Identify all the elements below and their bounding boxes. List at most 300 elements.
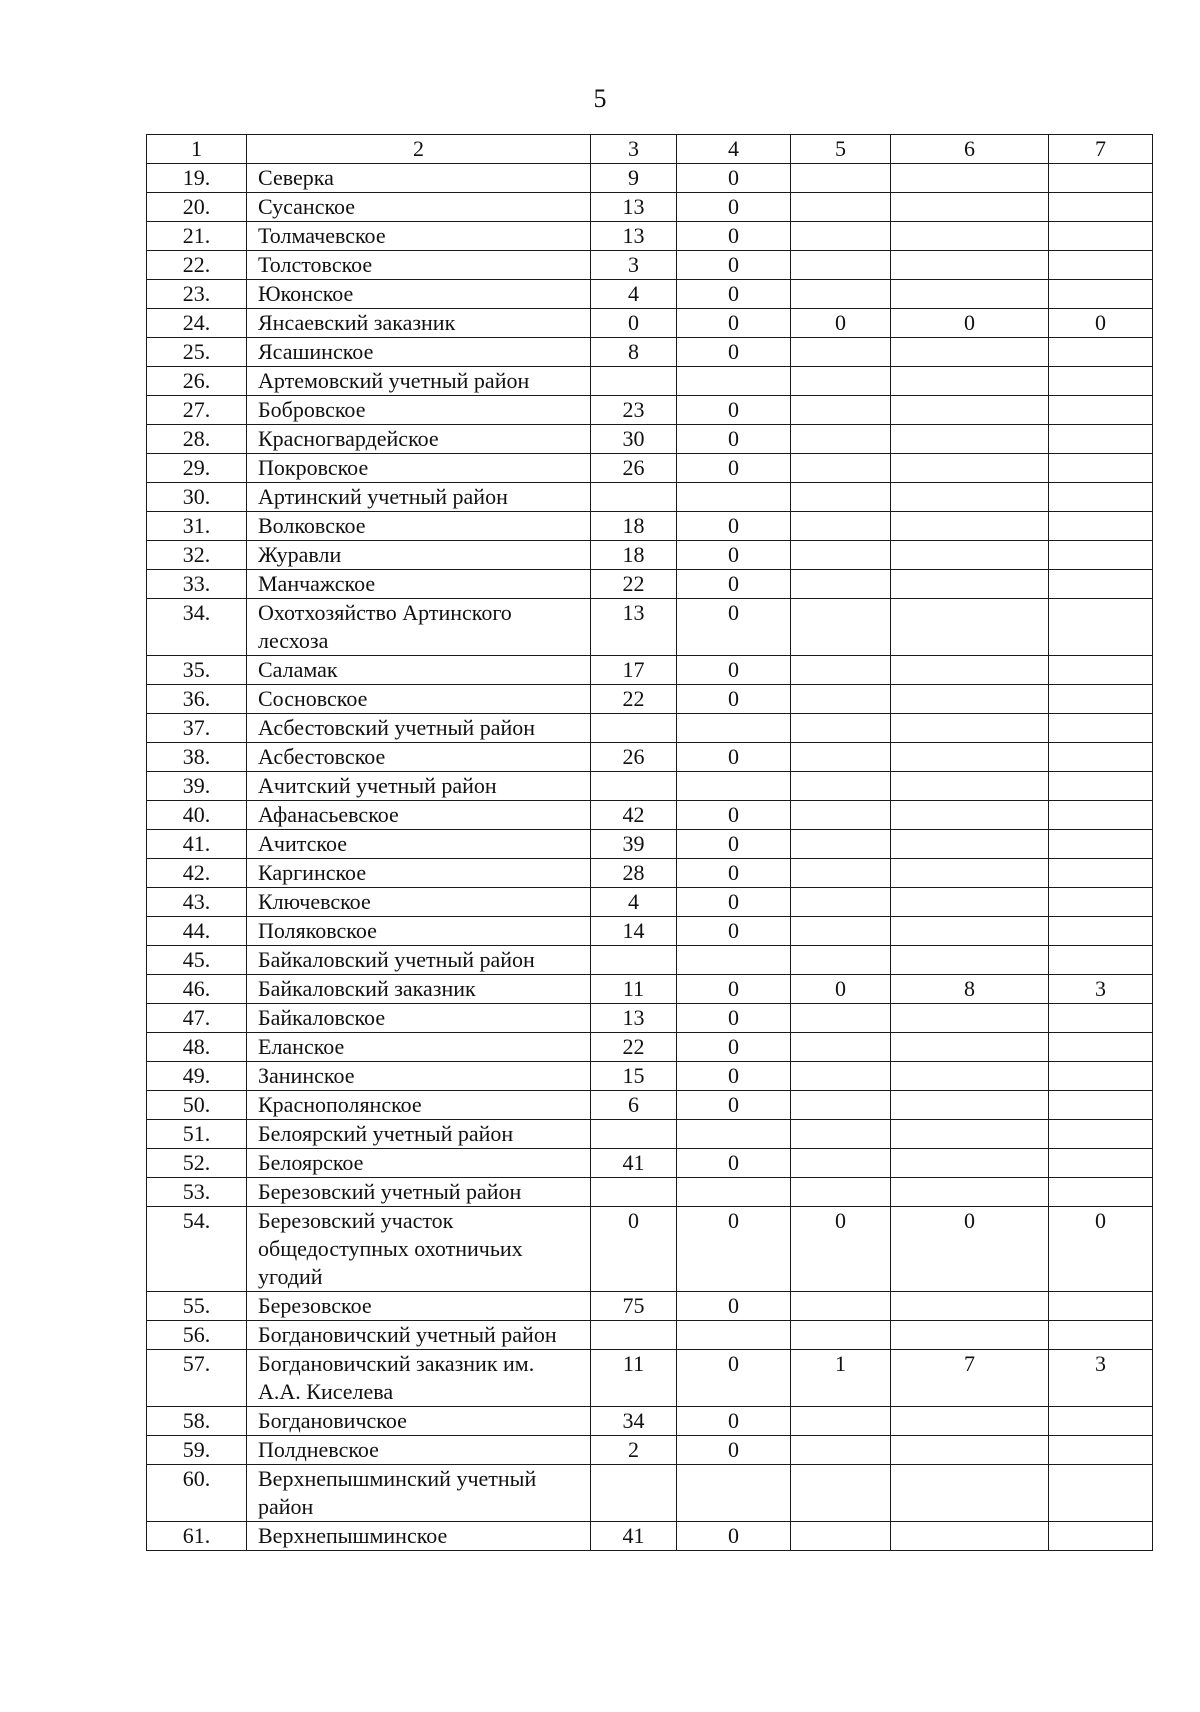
row-number-cell: 22. (147, 251, 247, 280)
col4-value-cell: 0 (677, 338, 791, 367)
col5-value-cell (791, 656, 891, 685)
col6-value-cell (891, 1149, 1049, 1178)
column-header: 4 (677, 135, 791, 164)
col4-value-cell (677, 483, 791, 512)
col7-value-cell (1049, 570, 1153, 599)
col3-value-cell: 15 (591, 1062, 677, 1091)
col6-value-cell (891, 338, 1049, 367)
row-number-cell: 52. (147, 1149, 247, 1178)
col7-value-cell (1049, 1465, 1153, 1522)
col5-value-cell (791, 222, 891, 251)
table-row (147, 251, 1153, 280)
col3-value-cell: 26 (591, 743, 677, 772)
table-row (147, 1207, 1153, 1292)
col4-value-cell: 0 (677, 251, 791, 280)
col6-value-cell: 7 (891, 1350, 1049, 1407)
col4-value-cell: 0 (677, 309, 791, 338)
col5-value-cell (791, 280, 891, 309)
row-number-cell: 45. (147, 946, 247, 975)
row-number-cell: 32. (147, 541, 247, 570)
col3-value-cell: 22 (591, 1033, 677, 1062)
col5-value-cell (791, 743, 891, 772)
col5-value-cell (791, 1407, 891, 1436)
col5-value-cell (791, 164, 891, 193)
col7-value-cell (1049, 1091, 1153, 1120)
col5-value-cell (791, 1292, 891, 1321)
col3-value-cell: 6 (591, 1091, 677, 1120)
col4-value-cell: 0 (677, 570, 791, 599)
col5-value-cell: 0 (791, 309, 891, 338)
table-row (147, 772, 1153, 801)
table-row (147, 1033, 1153, 1062)
col7-value-cell (1049, 193, 1153, 222)
col5-value-cell (791, 1465, 891, 1522)
col3-value-cell (591, 483, 677, 512)
col5-value-cell (791, 338, 891, 367)
table-row (147, 1321, 1153, 1350)
row-number-cell: 42. (147, 859, 247, 888)
col3-value-cell: 13 (591, 599, 677, 656)
area-name-cell: Богдановичский заказник им. А.А. Киселева (247, 1350, 591, 1407)
table-row (147, 1407, 1153, 1436)
area-name-cell: Занинское (247, 1062, 591, 1091)
col5-value-cell (791, 193, 891, 222)
row-number-cell: 19. (147, 164, 247, 193)
col4-value-cell (677, 946, 791, 975)
col3-value-cell: 42 (591, 801, 677, 830)
area-name-cell: Покровское (247, 454, 591, 483)
col5-value-cell (791, 801, 891, 830)
col3-value-cell: 18 (591, 541, 677, 570)
col5-value-cell (791, 714, 891, 743)
table-row (147, 714, 1153, 743)
table-row (147, 570, 1153, 599)
column-header: 6 (891, 135, 1049, 164)
area-name-cell: Афанасьевское (247, 801, 591, 830)
col5-value-cell (791, 251, 891, 280)
col4-value-cell: 0 (677, 599, 791, 656)
col7-value-cell (1049, 396, 1153, 425)
col7-value-cell: 3 (1049, 975, 1153, 1004)
row-number-cell: 53. (147, 1178, 247, 1207)
row-number-cell: 33. (147, 570, 247, 599)
col6-value-cell (891, 280, 1049, 309)
col6-value-cell (891, 512, 1049, 541)
column-header: 7 (1049, 135, 1153, 164)
col6-value-cell (891, 946, 1049, 975)
area-name-cell: Полдневское (247, 1436, 591, 1465)
col6-value-cell (891, 396, 1049, 425)
col6-value-cell (891, 1436, 1049, 1465)
col7-value-cell (1049, 512, 1153, 541)
row-number-cell: 37. (147, 714, 247, 743)
col3-value-cell (591, 1321, 677, 1350)
col3-value-cell (591, 1465, 677, 1522)
col7-value-cell (1049, 367, 1153, 396)
area-name-cell: Сусанское (247, 193, 591, 222)
col6-value-cell (891, 541, 1049, 570)
col5-value-cell (791, 570, 891, 599)
col3-value-cell (591, 367, 677, 396)
col5-value-cell (791, 367, 891, 396)
col7-value-cell (1049, 656, 1153, 685)
table-row (147, 859, 1153, 888)
table-row (147, 743, 1153, 772)
col6-value-cell (891, 1292, 1049, 1321)
row-number-cell: 23. (147, 280, 247, 309)
row-number-cell: 56. (147, 1321, 247, 1350)
col6-value-cell (891, 1522, 1049, 1551)
col7-value-cell (1049, 280, 1153, 309)
col6-value-cell (891, 1465, 1049, 1522)
col5-value-cell (791, 396, 891, 425)
area-name-cell: Байкаловское (247, 1004, 591, 1033)
col3-value-cell: 0 (591, 309, 677, 338)
col7-value-cell (1049, 222, 1153, 251)
col5-value-cell (791, 454, 891, 483)
area-name-cell: Ачитский учетный район (247, 772, 591, 801)
row-number-cell: 51. (147, 1120, 247, 1149)
col7-value-cell (1049, 1120, 1153, 1149)
column-header: 1 (147, 135, 247, 164)
col3-value-cell: 22 (591, 570, 677, 599)
col7-value-cell (1049, 1407, 1153, 1436)
col4-value-cell: 0 (677, 975, 791, 1004)
col5-value-cell (791, 1004, 891, 1033)
col5-value-cell (791, 1522, 891, 1551)
col3-value-cell: 17 (591, 656, 677, 685)
col7-value-cell (1049, 164, 1153, 193)
row-number-cell: 39. (147, 772, 247, 801)
table-row (147, 280, 1153, 309)
row-number-cell: 21. (147, 222, 247, 251)
area-name-cell: Березовское (247, 1292, 591, 1321)
col7-value-cell: 3 (1049, 1350, 1153, 1407)
table-row (147, 1350, 1153, 1407)
col7-value-cell (1049, 1004, 1153, 1033)
table-row (147, 599, 1153, 656)
col3-value-cell: 13 (591, 1004, 677, 1033)
col4-value-cell: 0 (677, 656, 791, 685)
area-name-cell: Белоярское (247, 1149, 591, 1178)
column-header: 2 (247, 135, 591, 164)
row-number-cell: 55. (147, 1292, 247, 1321)
row-number-cell: 35. (147, 656, 247, 685)
col4-value-cell: 0 (677, 1522, 791, 1551)
col7-value-cell (1049, 454, 1153, 483)
row-number-cell: 34. (147, 599, 247, 656)
col6-value-cell (891, 164, 1049, 193)
col6-value-cell (891, 656, 1049, 685)
col5-value-cell (791, 1178, 891, 1207)
table-row (147, 685, 1153, 714)
col5-value-cell (791, 599, 891, 656)
row-number-cell: 50. (147, 1091, 247, 1120)
col4-value-cell: 0 (677, 164, 791, 193)
col7-value-cell (1049, 801, 1153, 830)
col3-value-cell: 18 (591, 512, 677, 541)
col4-value-cell (677, 1465, 791, 1522)
row-number-cell: 58. (147, 1407, 247, 1436)
col7-value-cell (1049, 1062, 1153, 1091)
col4-value-cell: 0 (677, 512, 791, 541)
col7-value-cell (1049, 743, 1153, 772)
col6-value-cell (891, 570, 1049, 599)
table-row (147, 1149, 1153, 1178)
area-name-cell: Саламак (247, 656, 591, 685)
col6-value-cell (891, 222, 1049, 251)
col4-value-cell: 0 (677, 1436, 791, 1465)
row-number-cell: 36. (147, 685, 247, 714)
table-row (147, 1062, 1153, 1091)
col4-value-cell: 0 (677, 1091, 791, 1120)
table-row (147, 801, 1153, 830)
col4-value-cell: 0 (677, 1292, 791, 1321)
table-row (147, 309, 1153, 338)
col6-value-cell (891, 743, 1049, 772)
col4-value-cell: 0 (677, 917, 791, 946)
col3-value-cell (591, 1120, 677, 1149)
col4-value-cell: 0 (677, 396, 791, 425)
col6-value-cell (891, 1004, 1049, 1033)
col6-value-cell (891, 830, 1049, 859)
col6-value-cell (891, 1091, 1049, 1120)
col5-value-cell (791, 888, 891, 917)
area-name-cell: Асбестовское (247, 743, 591, 772)
col6-value-cell (891, 685, 1049, 714)
col3-value-cell: 26 (591, 454, 677, 483)
col7-value-cell (1049, 1436, 1153, 1465)
col5-value-cell (791, 859, 891, 888)
table-row (147, 1004, 1153, 1033)
col3-value-cell (591, 946, 677, 975)
area-name-cell: Богдановичский учетный район (247, 1321, 591, 1350)
row-number-cell: 46. (147, 975, 247, 1004)
col6-value-cell: 8 (891, 975, 1049, 1004)
area-name-cell: Поляковское (247, 917, 591, 946)
row-number-cell: 26. (147, 367, 247, 396)
col6-value-cell (891, 425, 1049, 454)
col4-value-cell: 0 (677, 1207, 791, 1292)
col6-value-cell (891, 801, 1049, 830)
col3-value-cell (591, 714, 677, 743)
area-name-cell: Еланское (247, 1033, 591, 1062)
row-number-cell: 48. (147, 1033, 247, 1062)
col6-value-cell (891, 1178, 1049, 1207)
area-name-cell: Ачитское (247, 830, 591, 859)
area-name-cell: Байкаловский заказник (247, 975, 591, 1004)
col3-value-cell (591, 772, 677, 801)
col4-value-cell: 0 (677, 222, 791, 251)
col5-value-cell (791, 1091, 891, 1120)
table-row (147, 1292, 1153, 1321)
col3-value-cell: 41 (591, 1149, 677, 1178)
col5-value-cell (791, 917, 891, 946)
table-row (147, 541, 1153, 570)
col4-value-cell (677, 1321, 791, 1350)
table-row (147, 483, 1153, 512)
data-table (146, 134, 1153, 1551)
col3-value-cell: 41 (591, 1522, 677, 1551)
area-name-cell: Красногвардейское (247, 425, 591, 454)
col6-value-cell (891, 367, 1049, 396)
table-row (147, 338, 1153, 367)
col3-value-cell (591, 1178, 677, 1207)
row-number-cell: 24. (147, 309, 247, 338)
col6-value-cell: 0 (891, 309, 1049, 338)
col7-value-cell (1049, 888, 1153, 917)
row-number-cell: 38. (147, 743, 247, 772)
table-row (147, 454, 1153, 483)
table-row (147, 512, 1153, 541)
area-name-cell: Богдановичское (247, 1407, 591, 1436)
col5-value-cell (791, 1120, 891, 1149)
col4-value-cell: 0 (677, 1407, 791, 1436)
row-number-cell: 44. (147, 917, 247, 946)
area-name-cell: Бобровское (247, 396, 591, 425)
row-number-cell: 28. (147, 425, 247, 454)
area-name-cell: Березовский участок общедоступных охотничьих угодий (247, 1207, 591, 1292)
col7-value-cell (1049, 338, 1153, 367)
area-name-cell: Сосновское (247, 685, 591, 714)
area-name-cell: Белоярский учетный район (247, 1120, 591, 1149)
col3-value-cell: 22 (591, 685, 677, 714)
col7-value-cell (1049, 772, 1153, 801)
area-name-cell: Толстовское (247, 251, 591, 280)
col6-value-cell (891, 483, 1049, 512)
col4-value-cell: 0 (677, 859, 791, 888)
col5-value-cell (791, 1062, 891, 1091)
row-number-cell: 40. (147, 801, 247, 830)
column-header: 5 (791, 135, 891, 164)
col4-value-cell: 0 (677, 743, 791, 772)
row-number-cell: 47. (147, 1004, 247, 1033)
col4-value-cell: 0 (677, 193, 791, 222)
col6-value-cell (891, 917, 1049, 946)
col6-value-cell (891, 1407, 1049, 1436)
col5-value-cell (791, 946, 891, 975)
col5-value-cell (791, 1436, 891, 1465)
table-row (147, 830, 1153, 859)
col7-value-cell (1049, 1149, 1153, 1178)
row-number-cell: 59. (147, 1436, 247, 1465)
col7-value-cell (1049, 859, 1153, 888)
col6-value-cell (891, 1062, 1049, 1091)
col3-value-cell: 4 (591, 280, 677, 309)
col5-value-cell (791, 483, 891, 512)
col6-value-cell (891, 859, 1049, 888)
area-name-cell: Верхнепышминский учетный район (247, 1465, 591, 1522)
table-row (147, 367, 1153, 396)
row-number-cell: 49. (147, 1062, 247, 1091)
table-row (147, 888, 1153, 917)
col5-value-cell: 1 (791, 1350, 891, 1407)
col6-value-cell: 0 (891, 1207, 1049, 1292)
row-number-cell: 41. (147, 830, 247, 859)
col4-value-cell (677, 1120, 791, 1149)
col6-value-cell (891, 1033, 1049, 1062)
col4-value-cell: 0 (677, 685, 791, 714)
col5-value-cell (791, 772, 891, 801)
area-name-cell: Березовский учетный район (247, 1178, 591, 1207)
col4-value-cell: 0 (677, 830, 791, 859)
table-row (147, 193, 1153, 222)
col7-value-cell (1049, 1178, 1153, 1207)
col7-value-cell (1049, 251, 1153, 280)
col5-value-cell: 0 (791, 1207, 891, 1292)
table-row (147, 164, 1153, 193)
area-name-cell: Охотхозяйство Артинского лесхоза (247, 599, 591, 656)
col3-value-cell: 23 (591, 396, 677, 425)
table-row (147, 1120, 1153, 1149)
area-name-cell: Ясашинское (247, 338, 591, 367)
col3-value-cell: 14 (591, 917, 677, 946)
area-name-cell: Верхнепышминское (247, 1522, 591, 1551)
table-row (147, 1436, 1153, 1465)
col4-value-cell (677, 1178, 791, 1207)
table-row (147, 1091, 1153, 1120)
col4-value-cell: 0 (677, 1149, 791, 1178)
row-number-cell: 30. (147, 483, 247, 512)
col3-value-cell: 34 (591, 1407, 677, 1436)
row-number-cell: 57. (147, 1350, 247, 1407)
col5-value-cell (791, 1149, 891, 1178)
col4-value-cell (677, 714, 791, 743)
row-number-cell: 61. (147, 1522, 247, 1551)
row-number-cell: 29. (147, 454, 247, 483)
col6-value-cell (891, 599, 1049, 656)
col3-value-cell: 13 (591, 222, 677, 251)
col6-value-cell (891, 1321, 1049, 1350)
row-number-cell: 25. (147, 338, 247, 367)
col5-value-cell (791, 425, 891, 454)
col4-value-cell (677, 772, 791, 801)
col6-value-cell (891, 1120, 1049, 1149)
col7-value-cell: 0 (1049, 1207, 1153, 1292)
row-number-cell: 54. (147, 1207, 247, 1292)
col5-value-cell (791, 685, 891, 714)
col3-value-cell: 13 (591, 193, 677, 222)
col3-value-cell: 2 (591, 1436, 677, 1465)
col6-value-cell (891, 714, 1049, 743)
row-number-cell: 31. (147, 512, 247, 541)
col6-value-cell (891, 772, 1049, 801)
column-header: 3 (591, 135, 677, 164)
row-number-cell: 27. (147, 396, 247, 425)
col7-value-cell (1049, 541, 1153, 570)
col3-value-cell: 3 (591, 251, 677, 280)
col7-value-cell: 0 (1049, 309, 1153, 338)
area-name-cell: Янсаевский заказник (247, 309, 591, 338)
col6-value-cell (891, 193, 1049, 222)
col3-value-cell: 39 (591, 830, 677, 859)
col4-value-cell: 0 (677, 541, 791, 570)
col3-value-cell: 4 (591, 888, 677, 917)
col7-value-cell (1049, 483, 1153, 512)
area-name-cell: Артемовский учетный район (247, 367, 591, 396)
table-row (147, 425, 1153, 454)
col3-value-cell: 28 (591, 859, 677, 888)
col6-value-cell (891, 251, 1049, 280)
area-name-cell: Ключевское (247, 888, 591, 917)
area-name-cell: Северка (247, 164, 591, 193)
area-name-cell: Юконское (247, 280, 591, 309)
table-body (147, 135, 1153, 1551)
table-row (147, 222, 1153, 251)
col4-value-cell: 0 (677, 888, 791, 917)
col7-value-cell (1049, 1522, 1153, 1551)
col5-value-cell: 0 (791, 975, 891, 1004)
